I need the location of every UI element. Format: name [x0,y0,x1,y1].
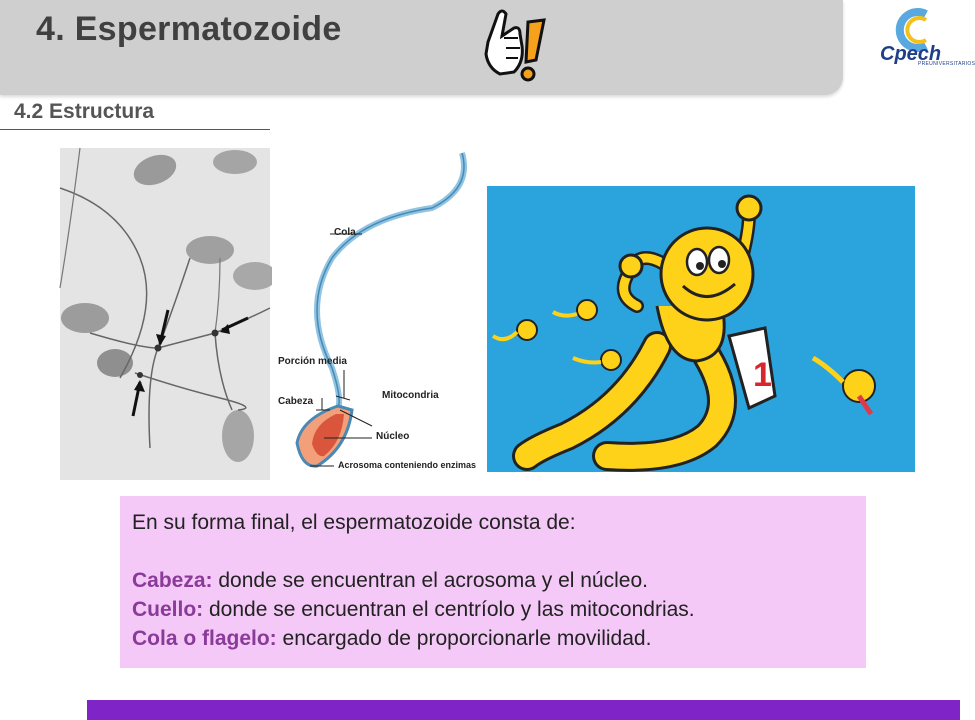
list-item-cuello [132,595,854,624]
cartoon-drawing [487,186,915,472]
label-acrosoma: Acrosoma conteniendo enzimas [338,460,477,470]
page-title: 4. Espermatozoide [36,10,342,48]
intro-text: En su forma final, el espermatozoide consta de: [132,511,576,534]
label-nucleo: Núcleo [376,431,410,442]
label-mitocondria: Mitocondria [382,390,439,401]
sperm-diagram [272,148,484,478]
term-cuello: Cuello: [132,598,204,621]
subtitle-divider [0,129,270,130]
label-porcion-media: Porción media [278,356,347,367]
footer-bar [87,700,960,720]
desc-cuello: donde se encuentran el centríolo y las mitocondrias. [203,598,695,621]
list-item-cabeza [132,566,854,595]
content-box [120,496,866,668]
logo-text: Cpech [880,43,942,65]
term-cola: Cola o flagelo: [132,627,277,650]
section-subtitle: 4.2 Estructura [14,100,155,123]
bib-number: 1 [753,356,772,394]
list-item-cola [132,624,854,653]
sperm-diagram-drawing [272,148,484,478]
term-cabeza: Cabeza: [132,569,213,592]
cpech-logo-icon [876,6,956,78]
micrograph-image [60,148,270,480]
logo-subtext: PREUNIVERSITARIOS [918,61,975,67]
desc-cola: encargado de proporcionarle movilidad. [276,627,652,650]
pointing-hand-icon [478,2,554,84]
label-cabeza: Cabeza [278,396,314,407]
cartoon-image [487,186,915,472]
desc-cabeza: donde se encuentran el acrosoma y el núcleo. [212,569,648,592]
label-cola: Cola [334,227,356,238]
